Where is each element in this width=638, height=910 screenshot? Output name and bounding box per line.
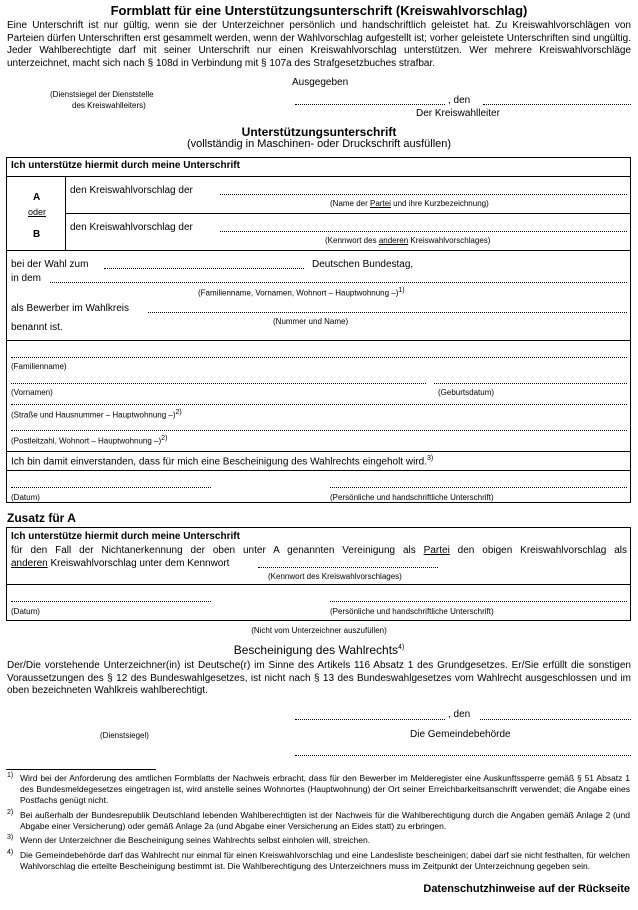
addendum-heading: Zusatz für A [7,511,76,525]
not-by-signer-note: (Nicht vom Unterzeichner auszufüllen) [251,626,387,635]
row-b-label: den Kreiswahlvorschlag der [70,222,193,233]
consent-text: Ich bin damit einverstanden, dass für mich eine Bescheinigung des Wahlrechts eingeholt wird.$^{3)}$ [11,455,434,468]
city-field[interactable] [11,430,627,431]
certificate-date-sep: , den [448,709,471,720]
birthdate-field[interactable] [434,383,627,384]
issued-date-field[interactable] [483,104,631,105]
birthdate-hint: (Geburtsdatum) [438,388,495,397]
row-a-hint: (Name der Partei und ihre Kurzbezeichnung) [330,199,489,208]
addendum-text-line1: für den Fall der Nichtanerkennung der oben unter A genannten Vereinigung als Partei den obigen Kreiswahlvorschlag als [11,545,627,556]
row-b-hint: (Kennwort des anderen Kreiswahlvorschlages) [325,236,491,245]
footnote-text: Die Gemeindebehörde darf das Wahlrecht nur einmal für einen Kreiswahlvorschlag und eine Landesliste bescheinigen; dabei darf sie nicht festhalten, für welchen Wahlvorschlag die erteilte Bescheinigung bestimmt ist. Die Wahlberechtigung des Unterzeichners muss im Zeitpunkt der Unterzeichnung gegeben sein. [20,850,630,871]
seal-line-1: (Dienstsiegel der Dienststelle [50,90,154,99]
divider [6,176,631,177]
option-a-label: A [33,192,41,203]
addendum-signature-field[interactable] [330,601,627,602]
row-a-label: den Kreiswahlvorschlag der [70,185,193,196]
footnote-number: 3) [7,834,14,841]
election-date-field[interactable] [104,268,304,269]
issued-officer: Der Kreiswahlleiter [416,108,500,119]
divider [6,340,631,341]
signature-field[interactable] [330,487,627,488]
constituency-hint: (Nummer und Name) [273,317,349,326]
seal-line-2: des Kreiswahlleiters) [72,101,146,110]
divider [65,213,631,214]
election-suffix: Deutschen Bundestag, [312,259,414,270]
certificate-authority: Die Gemeindebehörde [410,729,511,740]
election-prefix: bei der Wahl zum [11,259,89,270]
certificate-seal-label: (Dienstsiegel) [100,731,149,740]
footnote-divider [6,769,156,770]
constituency-label: als Bewerber im Wahlkreis [11,303,129,314]
date-hint: (Datum) [11,493,40,502]
firstnames-field[interactable] [11,383,426,384]
constituency-field[interactable] [148,312,627,313]
candidate-hint: (Familienname, Vornamen, Wohnort – Hauptwohnung –)$^{1)}$ [198,287,405,298]
footnote-number: 4) [7,849,14,856]
footnote-number: 2) [7,809,14,816]
certificate-text: Der/Die vorstehende Unterzeichner(in) ist Deutsche(r) im Sinne des Artikels 116 Absatz 1 des Grundgesetzes. Er/Sie erfüllt die sonstigen Voraussetzungen des § 12 des Bundeswahlgesetzes, ist nicht nach § 13 des Bundeswahlgesetzes vom Wahlrecht ausgeschlossen und im oben bezeichneten Wahlkreis wahlberechtigt. [7,660,631,696]
support-subheading: (vollständig in Maschinen- oder Druckschrift ausfüllen) [186,138,452,150]
addendum-box-title: Ich unterstütze hiermit durch meine Unterschrift [11,531,240,542]
issued-place-field[interactable] [295,104,445,105]
divider [6,584,631,585]
addendum-keyword-field[interactable] [258,567,438,568]
street-field[interactable] [11,404,627,405]
footnote-text: Wenn der Unterzeichner die Bescheinigung seines Wahlrechts selbst einholen will, streichen. [20,835,371,845]
named-label: benannt ist. [11,322,63,333]
option-b-label: B [33,229,41,240]
party-name-field[interactable] [220,194,627,195]
support-heading: Unterstützungsunterschrift [241,125,397,139]
footnote-text: Wird bei der Anforderung des amtlichen Formblatts der Nachweis erbracht, dass für den Bewerber im Melderegister eine Auskunftssperre gemäß § 51 Absatz 1 des Bundesmeldegesetzes eingetragen ist, wird anstelle seines Wohnortes (Hauptwohnung) der Ort seiner Erreichbarkeitsanschrift verwendet; die Angabe eines Postfachs genügt nicht. [20,773,630,805]
addendum-date-hint: (Datum) [11,607,40,616]
certificate-date-field[interactable] [480,719,631,720]
issued-label: Ausgegeben [292,77,349,88]
in-dem-label: in dem [11,273,42,284]
issued-date-sep: , den [448,95,471,106]
addendum-signature-hint: (Persönliche und handschriftliche Unterschrift) [330,607,494,616]
footnote-text: Bei außerhalb der Bundesrepublik Deutschland lebenden Wahlberechtigten ist der Nachweis für die Wahlberechtigung durch die Angaben gemäß Anlage 2 (und Abgabe einer Versicherung) oder gemäß Anlage 2a (und Abgabe einer Versicherung an Eides statt) zu erbringen. [20,810,630,831]
divider [6,470,631,471]
street-hint: (Straße und Hausnummer – Hauptwohnung –)$^{2)}$ [11,409,182,420]
keyword-field[interactable] [220,231,627,232]
support-box-title: Ich unterstütze hiermit durch meine Unterschrift [11,160,240,171]
certificate-signature-field[interactable] [295,755,631,756]
candidate-field[interactable] [50,282,627,283]
privacy-note[interactable]: Datenschutzhinweise auf der Rückseite [423,883,630,895]
divider [6,250,631,251]
addendum-text-line2: anderen Kreiswahlvorschlag unter dem Kennwort [11,558,230,569]
city-hint: (Postleitzahl, Wohnort – Hauptwohnung –)$^{2)}$ [11,435,168,446]
addendum-keyword-hint: (Kennwort des Kreiswahlvorschlages) [268,572,402,581]
surname-field[interactable] [11,357,627,358]
footnote-number: 1) [7,772,14,779]
divider [6,451,631,452]
surname-hint: (Familienname) [11,362,67,371]
signature-hint: (Persönliche und handschriftliche Unterschrift) [330,493,494,502]
addendum-date-field[interactable] [11,601,211,602]
option-or-label: oder [28,207,47,217]
certificate-place-field[interactable] [295,719,445,720]
certificate-heading: Bescheinigung des Wahlrechts$^{4)}$ [233,643,405,657]
page-title: Formblatt für eine Unterstützungsunterschrift (Kreiswahlvorschlag) [110,3,528,18]
date-field[interactable] [11,487,211,488]
firstnames-hint: (Vornamen) [11,388,53,397]
intro-text: Eine Unterschrift ist nur gültig, wenn sie der Unterzeichner persönlich und handschriftlich geleistet hat. Zu Kreiswahlvorschlägen von Parteien dürfen Unterschriften erst gesammelt werden, wenn der Wahlvorschlag aufgestellt ist; vorher geleistete Unterschriften sind ungültig. Jeder Wahlberechtigte darf mit seiner Unterschrift nur einen Kreiswahlvorschlag unterstützen. Wer mehrere Kreiswahlvorschläge unterzeichnet, macht sich nach § 108d in Verbindung mit § 107a des Strafgesetzbuches strafbar. [7,20,631,69]
